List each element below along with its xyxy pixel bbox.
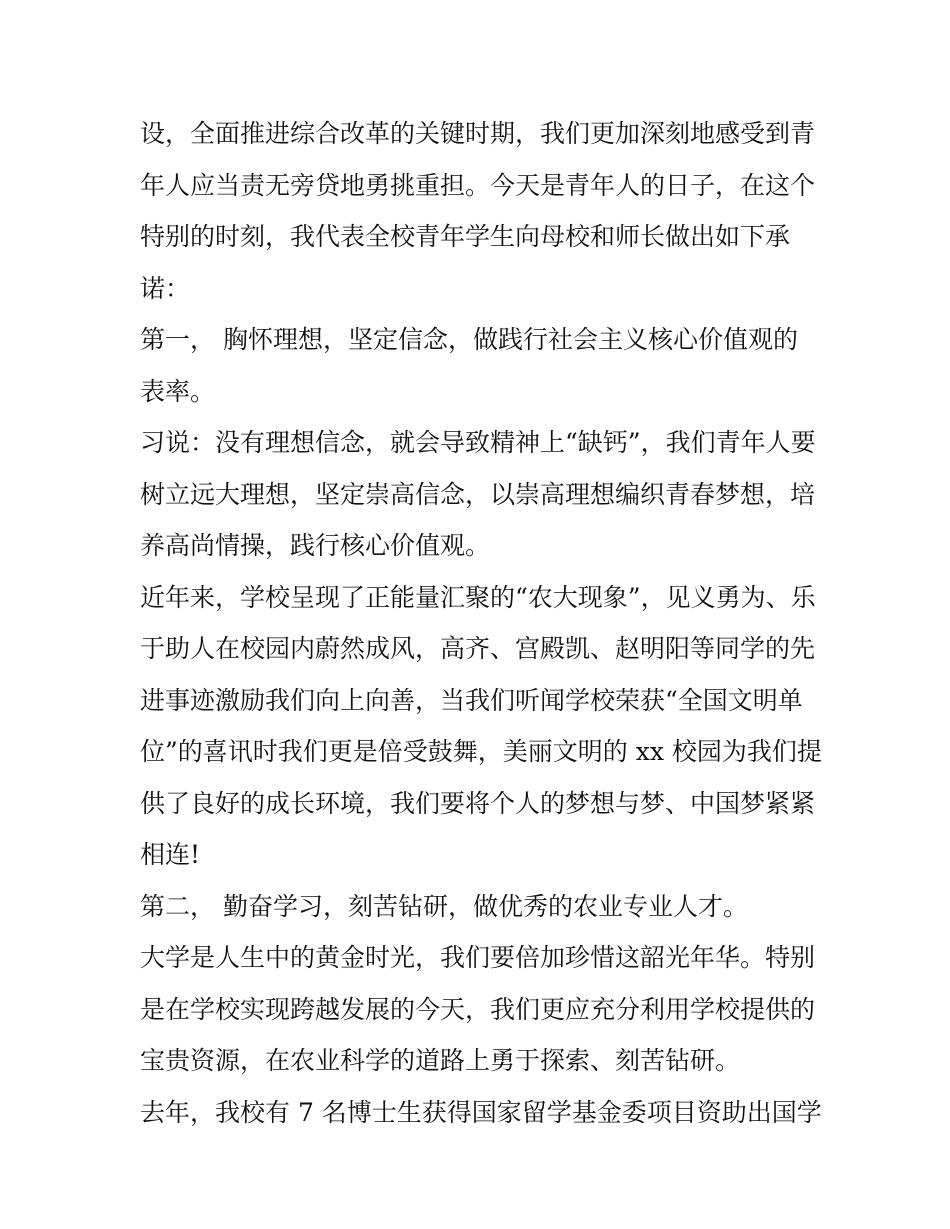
text-line: 年人应当责无旁贷地勇挑重担。今天是青年人的日子，在这个 [140, 170, 816, 200]
text-line: 设，全面推进综合改革的关键时期，我们更加深刻地感受到青 [140, 119, 816, 148]
text-line: 宝贵资源，在农业科学的道路上勇于探索、刻苦钻研。 [140, 1046, 741, 1075]
text-line: 是在学校实现跨越发展的今天，我们更应充分利用学校提供的 [140, 994, 816, 1024]
text-line: 第二， 勤奋学习，刻苦钻研，做优秀的农业专业人才。 [140, 891, 748, 921]
text-line: 第一， 胸怀理想，坚定信念，做践行社会主义核心价值观的 [140, 325, 798, 354]
document-body [140, 108, 820, 1138]
text-line: 习说：没有理想信念，就会导致精神上“缺钙”，我们青年人要 [140, 428, 816, 457]
text-line: 去年，我校有 7 名博士生获得国家留学基金委项目资助出国学 [140, 1097, 822, 1127]
text-line: 供了良好的成长环境，我们要将个人的梦想与梦、中国梦紧紧 [140, 788, 816, 818]
text-line: 特别的时刻，我代表全校青年学生向母校和师长做出如下承 [140, 222, 791, 251]
text-line: 相连! [140, 840, 201, 869]
text-line: 于助人在校园内蔚然成风，高齐、宫殿凯、赵明阳等同学的先 [140, 634, 816, 663]
text-line: 进事迹激励我们向上向善，当我们听闻学校荣获“全国文明单 [140, 685, 803, 715]
text-line: 大学是人生中的黄金时光，我们要倍加珍惜这韶光年华。特别 [140, 943, 816, 972]
text-line: 表率。 [140, 376, 216, 406]
text-line: 诺： [140, 273, 191, 303]
text-line: 养高尚情操，践行核心价值观。 [140, 531, 491, 560]
text-line: 树立远大理想，坚定崇高信念，以崇高理想编织青春梦想，培 [140, 479, 816, 509]
text-line: 近年来，学校呈现了正能量汇聚的“农大现象”，见义勇为、乐 [140, 582, 816, 612]
text-line: 位”的喜讯时我们更是倍受鼓舞，美丽文明的 xx 校园为我们提 [140, 737, 822, 766]
